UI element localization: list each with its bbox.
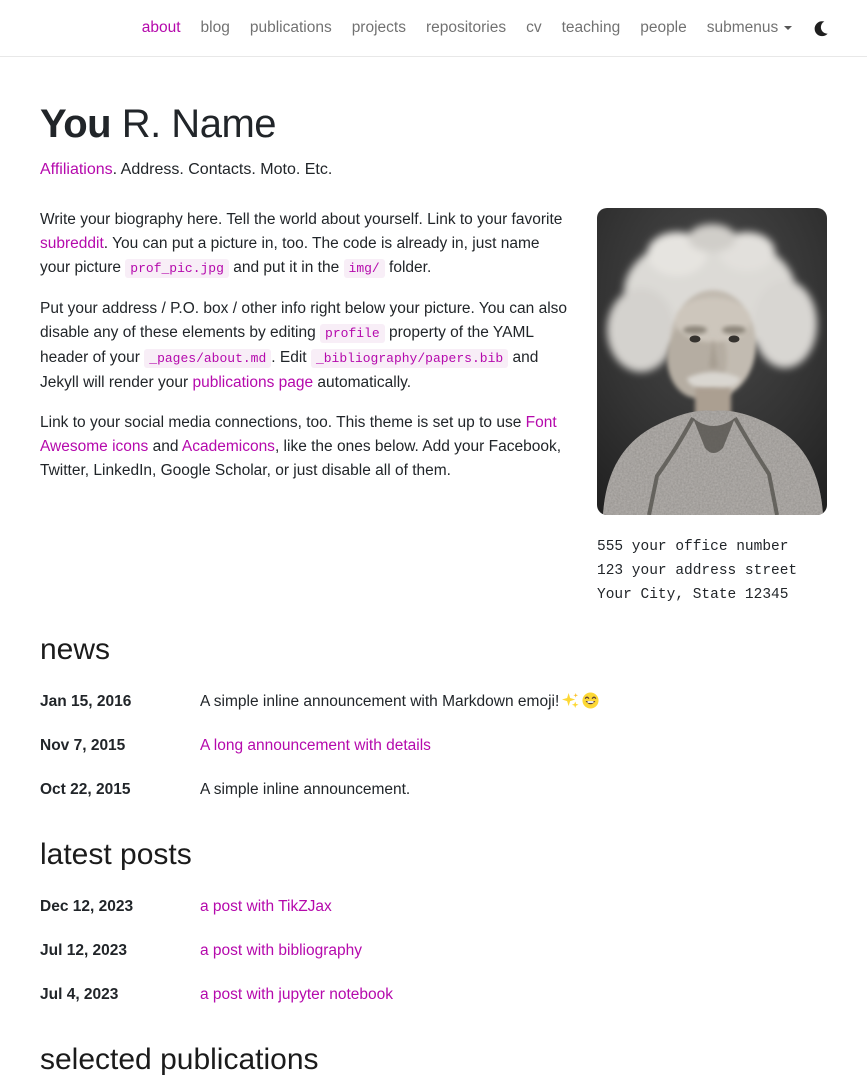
- affiliations-link[interactable]: Affiliations: [40, 161, 113, 178]
- news-row: [40, 724, 827, 768]
- selected-publications-section: [40, 1042, 827, 1078]
- text-segment: . You can put a picture in, too. The code is already in, just name your picture: [40, 235, 540, 276]
- page-content: [0, 100, 867, 1078]
- bio-paragraph-3: [40, 411, 568, 483]
- inline-link[interactable]: subreddit: [40, 235, 104, 252]
- selected-publications-heading: selected publications: [40, 1043, 319, 1076]
- text-segment: and put it in the: [228, 259, 344, 276]
- inline-link[interactable]: publications page: [192, 374, 314, 391]
- nav-item-repositories[interactable]: repositories: [425, 19, 507, 36]
- page-title: [40, 100, 827, 148]
- text-segment: Link to your social media connections, too. This theme is set up to use: [40, 414, 526, 431]
- address-line: 555 your office number: [597, 539, 789, 555]
- latest-posts-heading: latest posts: [40, 838, 192, 871]
- inline-code: _bibliography/papers.bib: [311, 349, 508, 368]
- text-segment: Write your biography here. Tell the world about yourself. Link to your favorite: [40, 211, 563, 228]
- dark-mode-toggle[interactable]: [814, 20, 831, 37]
- nav-item-blog[interactable]: blog: [200, 19, 230, 36]
- news-list: [40, 680, 827, 812]
- smile-emoji: [582, 692, 599, 709]
- news-row: [40, 768, 827, 812]
- text-segment: and: [148, 438, 182, 455]
- nav-item-about[interactable]: about: [141, 19, 181, 36]
- post-link[interactable]: a post with TikZJax: [200, 898, 332, 915]
- text-segment: and Jekyll will render your: [40, 349, 539, 391]
- text-segment: folder.: [384, 259, 432, 276]
- text-segment: property of the YAML header of your: [40, 324, 534, 366]
- nav-item-projects[interactable]: projects: [351, 19, 406, 36]
- address-line: 123 your address street: [597, 563, 798, 579]
- news-date: Nov 7, 2015: [40, 737, 126, 754]
- news-text: [200, 734, 827, 758]
- nav-item-publications[interactable]: publications: [249, 19, 332, 36]
- text-segment: . Edit: [271, 349, 311, 366]
- post-row: [40, 929, 827, 973]
- bio-paragraph-1: [40, 208, 568, 281]
- news-announcement: A simple inline announcement.: [200, 781, 411, 798]
- contact-address: [597, 535, 827, 607]
- inline-code: prof_pic.jpg: [125, 259, 229, 278]
- post-text: [200, 895, 827, 919]
- post-row: [40, 885, 827, 929]
- address-line: Your City, State 12345: [597, 587, 789, 603]
- news-section: [40, 632, 827, 812]
- profile-photo: [597, 208, 827, 515]
- text-segment: automatically.: [313, 374, 412, 391]
- inline-code: img/: [344, 259, 385, 278]
- rest-name: R. Name: [111, 102, 277, 146]
- news-date: Oct 22, 2015: [40, 781, 131, 798]
- moon-icon: [814, 20, 831, 37]
- tagline-rest: . Address. Contacts. Moto. Etc.: [112, 161, 333, 178]
- post-text: [200, 983, 827, 1007]
- nav-item-teaching[interactable]: teaching: [561, 19, 621, 36]
- biography-text: [40, 208, 568, 499]
- inline-code: profile: [320, 324, 385, 343]
- navbar: [0, 0, 867, 57]
- posts-list: [40, 885, 827, 1017]
- inline-link[interactable]: Academicons: [181, 438, 275, 455]
- post-date: Jul 12, 2023: [40, 942, 128, 959]
- news-date: Jan 15, 2016: [40, 693, 132, 710]
- news-heading: news: [40, 633, 111, 666]
- text-segment: , like the ones below. Add your Facebook, Twitter, LinkedIn, Google Scholar, or just disable all of them.: [40, 438, 562, 479]
- nav-item-cv[interactable]: cv: [526, 19, 542, 36]
- latest-posts-section: [40, 837, 827, 1017]
- news-announcement: A simple inline announcement with Markdown emoji!: [200, 693, 560, 710]
- text-segment: Put your address / P.O. box / other info right below your picture. You can also disable any of these elements by editing: [40, 300, 568, 341]
- bio-paragraph-2: [40, 297, 568, 395]
- news-announcement-link[interactable]: A long announcement with details: [200, 737, 431, 754]
- post-row: [40, 973, 827, 1017]
- nav-item-submenus-dropdown[interactable]: submenus: [707, 16, 793, 40]
- chevron-down-icon: [784, 26, 792, 30]
- post-text: [200, 939, 827, 963]
- sparkles-emoji: [562, 692, 579, 709]
- inline-code: _pages/about.md: [144, 349, 271, 368]
- post-date: Dec 12, 2023: [40, 898, 134, 915]
- bio-section: [40, 208, 827, 607]
- post-link[interactable]: a post with bibliography: [200, 942, 362, 959]
- first-name: You: [40, 102, 112, 146]
- post-link[interactable]: a post with jupyter notebook: [200, 986, 394, 1003]
- nav-item-people[interactable]: people: [640, 19, 687, 36]
- post-date: Jul 4, 2023: [40, 986, 119, 1003]
- news-text: [200, 778, 827, 802]
- news-row: [40, 680, 827, 724]
- news-text: [200, 690, 827, 714]
- profile-column: [597, 208, 827, 607]
- tagline: [40, 158, 827, 182]
- inline-link[interactable]: Font Awesome icons: [40, 414, 557, 455]
